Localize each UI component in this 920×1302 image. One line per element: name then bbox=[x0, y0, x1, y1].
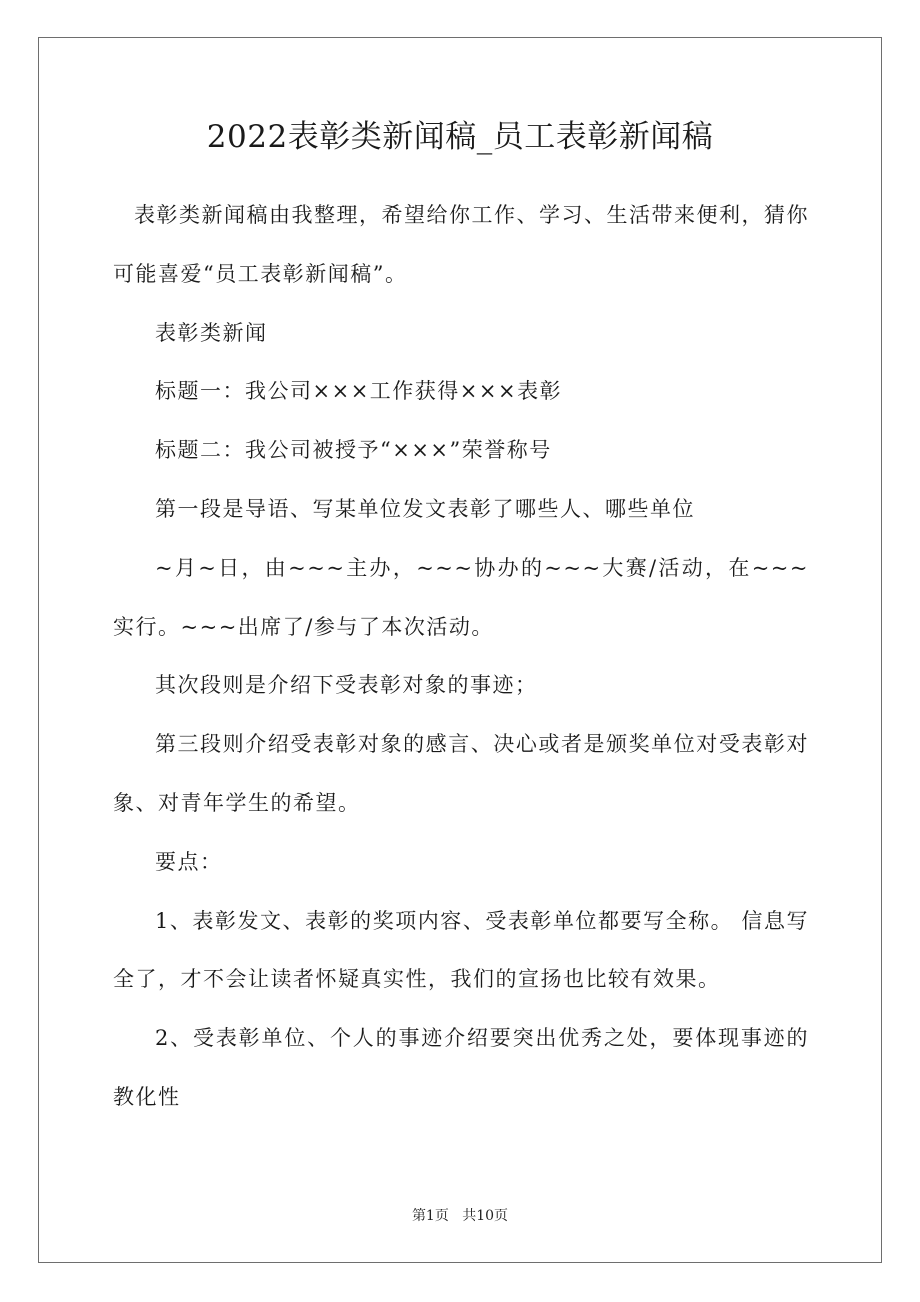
key-point-two: 2、受表彰单位、个人的事迹介绍要突出优秀之处，要体现事迹的教化性 bbox=[113, 1026, 809, 1109]
paragraph-first-section: 第一段是导语、写某单位发文表彰了哪些人、哪些单位 bbox=[155, 496, 695, 521]
section-heading: 表彰类新闻 bbox=[155, 320, 268, 345]
document-title: 2022表彰类新闻稿_员工表彰新闻稿 bbox=[206, 119, 714, 155]
document-body bbox=[113, 186, 809, 1127]
paragraph-event-template: ~月~日，由~~~主办，~~~协办的~~~大赛/活动，在~~~实行。~~~出席了/参与了本次活动。 bbox=[113, 555, 809, 639]
title-example-two: 标题二：我公司被授予“×××”荣誉称号 bbox=[155, 438, 552, 463]
intro-paragraph: 表彰类新闻稿由我整理，希望给你工作、学习、生活带来便利，猜你可能喜爱“员工表彰新闻稿”。 bbox=[113, 203, 809, 286]
page-total: 共10页 bbox=[462, 1208, 509, 1224]
paragraph-third-section: 第三段则介绍受表彰对象的感言、决心或者是颁奖单位对受表彰对象、对青年学生的希望。 bbox=[113, 732, 809, 815]
page-number: 第1页 bbox=[411, 1208, 449, 1224]
key-point-one: 1、表彰发文、表彰的奖项内容、受表彰单位都要写全称。 信息写全了，才不会让读者怀疑真实性，我们的宣扬也比较有效果。 bbox=[113, 908, 809, 992]
key-points-heading: 要点： bbox=[155, 849, 223, 874]
title-example-one: 标题一：我公司×××工作获得×××表彰 bbox=[155, 379, 563, 404]
paragraph-second-section: 其次段则是介绍下受表彰对象的事迹； bbox=[155, 673, 538, 698]
page-footer bbox=[0, 1206, 920, 1226]
